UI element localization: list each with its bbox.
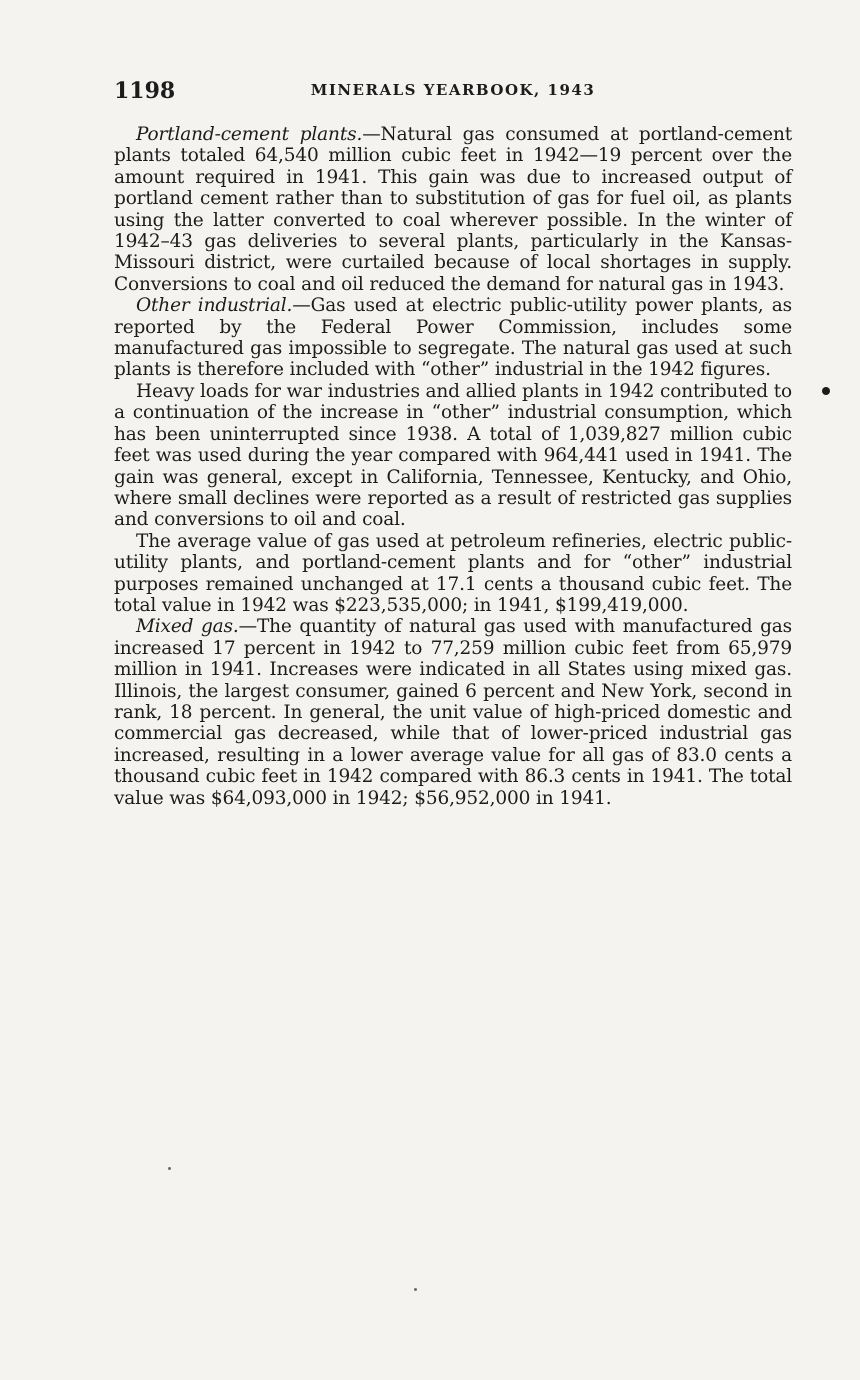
page xyxy=(114,78,792,809)
paragraph-text: —Gas used at electric public-utility power plants, as reported by the Federal Power Commission, includes some manufactured gas impossible to segregate. The natural gas used at such plants is therefore included with “other” industrial in the 1942 figures. xyxy=(114,295,792,381)
running-title: MINERALS YEARBOOK, 1943 xyxy=(310,81,596,99)
speck-dot xyxy=(168,1167,171,1170)
page-number: 1198 xyxy=(114,78,176,104)
paragraph-portland-cement-plants xyxy=(114,124,792,295)
run-in-heading: Other industrial. xyxy=(136,295,293,317)
paragraph-text: Heavy loads for war industries and allied plants in 1942 contributed to a continuation of the increase in “other” industrial consumption, which has been uninterrupted since 1938. A total of 1,039,827 million cubic feet was used during the year compared with 964,441 used in 1941. The gain was general, except in California, Tennessee, Kentucky, and Ohio, where small declines were reported as a result of restricted gas supplies and conversions to oil and coal. xyxy=(114,380,792,531)
paragraph-text: —The quantity of natural gas used with manufactured gas increased 17 percent in 1942 to 77,259 million cubic feet from 65,979 million in 1941. Increases were indicated in all States using mixed gas. Illinois, the largest consumer, gained 6 percent and New York, second in rank, 18 percent. In general, the unit value of high-priced domestic and commercial gas decreased, while that of lower-priced industrial gas increased, resulting in a lower average value for all gas of 83.0 cents a thousand cubic feet in 1942 compared with 86.3 cents in 1941. The total value was $64,093,000 in 1942; $56,952,000 in 1941. xyxy=(114,616,792,809)
paragraph-text: The average value of gas used at petroleum refineries, electric public-utility plants, and portland-cement plants and for “other” industrial purposes remained unchanged at 17.1 cents a thousand cubic feet. The total value in 1942 was $223,535,000; in 1941, $199,419,000. xyxy=(114,530,792,616)
paragraph-average-value xyxy=(114,531,792,617)
run-in-heading: Portland-cement plants. xyxy=(136,124,363,145)
run-in-heading: Mixed gas. xyxy=(136,616,239,638)
paragraph-other-industrial xyxy=(114,295,792,381)
margin-dot xyxy=(822,387,830,395)
paragraph-mixed-gas xyxy=(114,616,792,809)
body-text xyxy=(114,124,792,809)
paragraph-text: —Natural gas consumed at portland-cement plants totaled 64,540 million cubic feet in 1942—19 percent over the amount required in 1941. This gain was due to increased output of portland cement rather than to substitution of gas for fuel oil, as plants using the latter converted to coal wherever possible. In the winter of 1942–43 gas deliveries to several plants, particularly in the Kansas-Missouri district, were curtailed because of local shortages in supply. Conversions to coal and oil reduced the demand for natural gas in 1943. xyxy=(114,124,792,295)
speck-dot xyxy=(414,1288,417,1291)
paragraph-heavy-loads xyxy=(114,381,792,531)
page-header xyxy=(114,78,792,112)
